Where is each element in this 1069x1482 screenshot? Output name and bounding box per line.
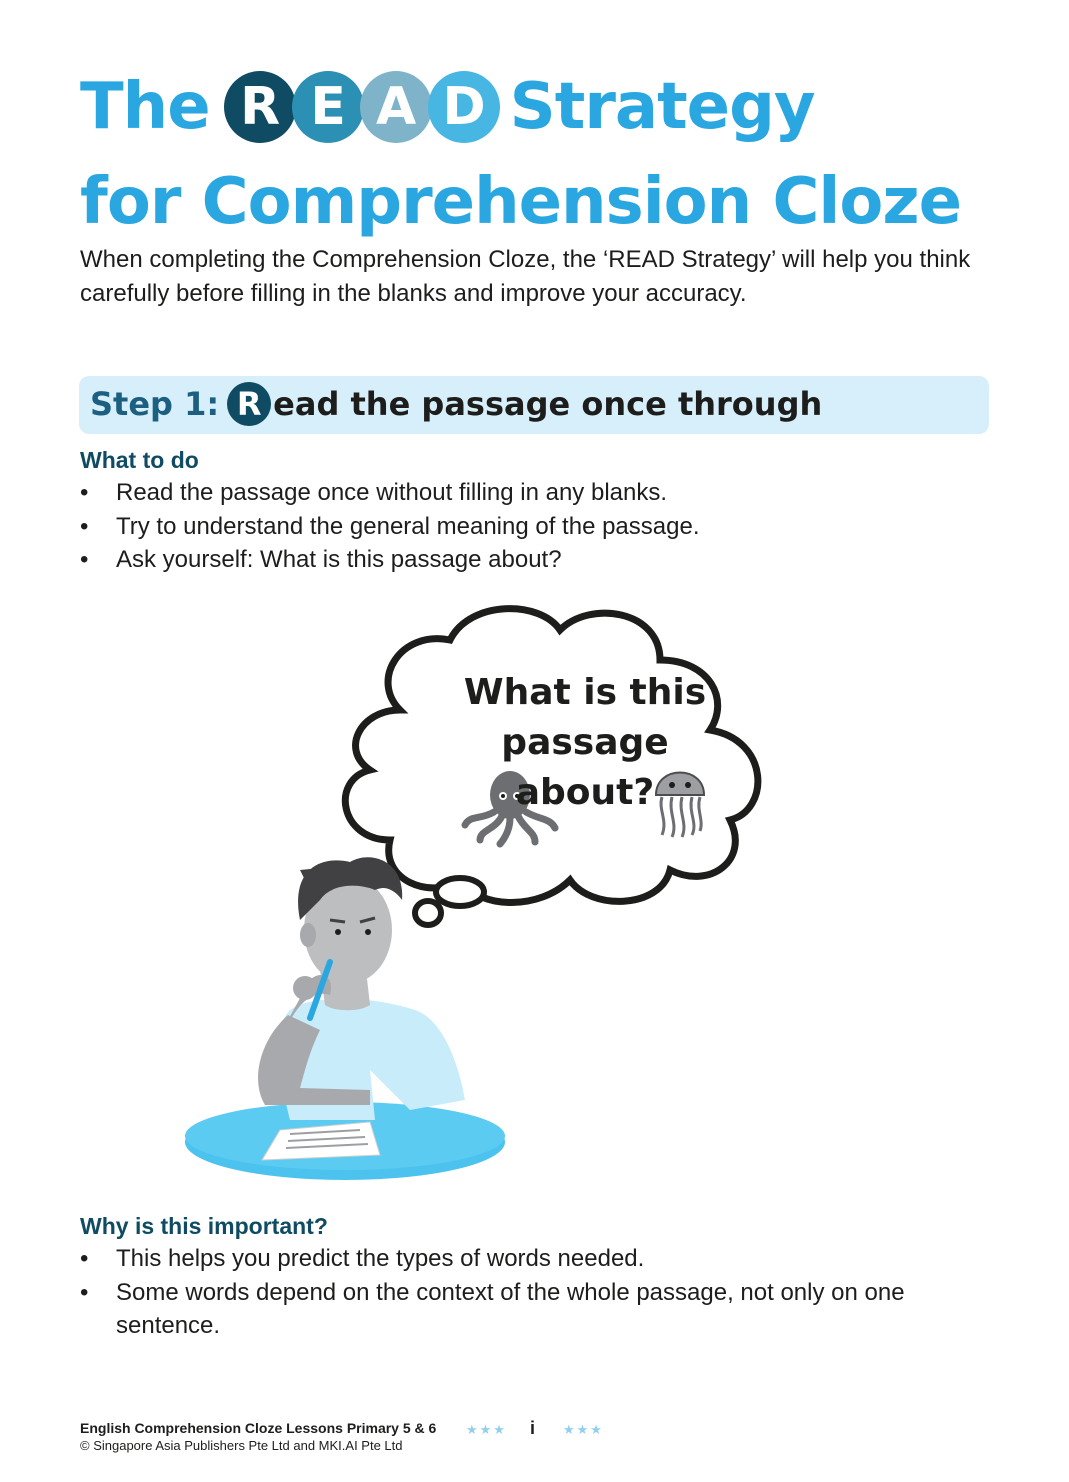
bullet-icon: •: [80, 479, 89, 506]
bullet-icon: •: [80, 1278, 89, 1306]
page-number: i: [530, 1418, 536, 1438]
list-item: • Try to understand the general meaning of the passage.: [80, 510, 976, 544]
what-to-do-list: [80, 476, 976, 577]
title-word-strategy: Strategy: [509, 70, 815, 144]
list-item: • Ask yourself: What is this passage about?: [80, 543, 976, 577]
thought-bubble-text: [440, 668, 730, 818]
bullet-icon: •: [80, 1245, 89, 1272]
page-title-line-1: [80, 70, 815, 144]
step-heading: [90, 382, 822, 426]
page-title-line-2: for Comprehension Cloze: [80, 165, 961, 239]
footer-book-title: English Comprehension Cloze Lessons Primary 5 & 6: [80, 1420, 437, 1436]
intro-paragraph: When completing the Comprehension Cloze, the ‘READ Strategy’ will help you think carefully before filling in the blanks and improve your accuracy.: [80, 246, 971, 307]
title-letter-r: R: [224, 71, 296, 143]
footer-stars-right-icon: ★★★: [563, 1422, 604, 1437]
step-title: ead the passage once through: [273, 385, 823, 423]
why-important-list: [80, 1242, 976, 1343]
step-label: Step 1:: [90, 385, 220, 423]
thought-bubble-icon: [415, 901, 441, 925]
step-letter-badge: R: [227, 382, 271, 426]
list-item: • This helps you predict the types of words needed.: [80, 1242, 976, 1276]
thought-bubble-icon: [436, 878, 484, 906]
why-important-heading: Why is this important?: [80, 1213, 328, 1239]
bullet-icon: •: [80, 512, 89, 540]
what-to-do-heading: What to do: [80, 447, 199, 473]
title-letter-e: E: [292, 71, 364, 143]
bullet-icon: •: [80, 546, 89, 573]
list-item: • Read the passage once without filling in any blanks.: [80, 476, 976, 510]
title-letter-d: D: [428, 71, 500, 143]
title-letter-a: A: [360, 71, 432, 143]
thought-line-2: passage about?: [501, 722, 669, 813]
footer-stars-left-icon: ★★★: [466, 1422, 507, 1437]
thought-line-1: What is this: [463, 672, 707, 713]
footer-copyright: © Singapore Asia Publishers Pte Ltd and MKI.AI Pte Ltd: [80, 1438, 403, 1453]
title-word-the: The: [80, 70, 210, 144]
list-item: • Some words depend on the context of the whole passage, not only on one sentence.: [80, 1276, 976, 1343]
